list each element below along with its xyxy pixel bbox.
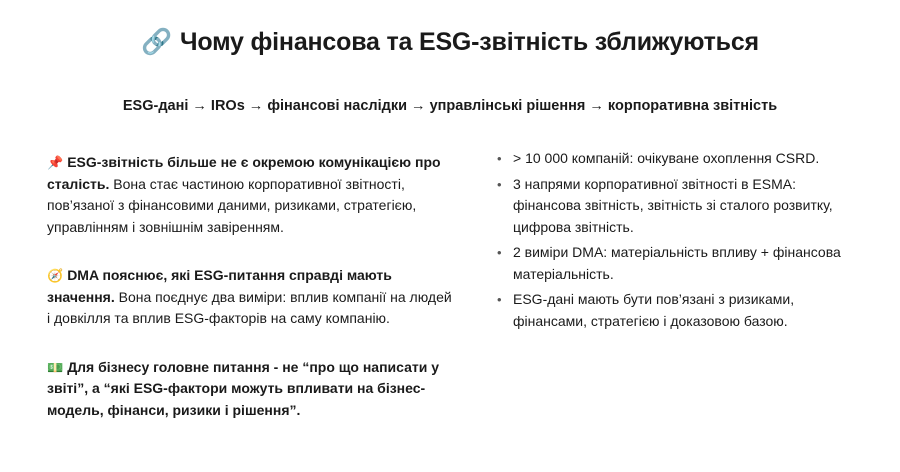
pushpin-icon: 📌 [47,155,64,170]
left-column [47,152,457,448]
list-item [497,289,867,332]
bullet-icon: • [497,151,502,166]
facts-list [497,148,867,336]
paragraph-bold: Для бізнесу головне питання - не “про що написати у звіті”, а “які ESG-фактори можуть впливати на бізнес-модель, фінанси, ризики і рішення”. [47,358,440,418]
bullet-icon: • [497,245,502,260]
compass-icon: 🧭 [47,268,64,283]
paragraph-bold: ESG-звітність більше не є окремою комунікацією про сталість. [47,154,441,192]
list-item-text: 2 виміри DMA: матеріальність впливу + фінансова матеріальність. [513,244,841,282]
list-item [497,174,867,239]
list-item [497,148,867,170]
paragraph-dma [47,265,457,330]
list-item [497,242,867,285]
page-title [0,28,900,57]
paragraph-business-question [47,357,457,422]
link-icon: 🔗 [141,28,172,56]
bullet-icon: • [497,176,502,192]
list-item-text: > 10 000 компаній: очікуване охоплення CSRD. [513,150,820,166]
process-flow: ESG-дані → IROs → фінансові наслідки → управлінські рішення → корпоративна звітність [122,98,778,114]
money-icon: 💵 [47,359,64,375]
paragraph-esg-reporting [47,152,457,238]
paragraph-text: Вона стає частиною корпоративної звітності, пов’язаної з фінансовими даними, ризиками, стратегією, управлінням і зовнішнім завіренням. [47,175,417,235]
page-title-text: Чому фінансова та ESG-звітність зближуються [179,28,759,56]
list-item-text: 3 напрями корпоративної звітності в ESMA: фінансова звітність, звітність зі сталого розвитку, цифрова звітність. [513,175,833,235]
paragraph-text: Вона поєднує два виміри: вплив компанії на людей і довкілля та вплив ESG-факторів на саму компанію. [47,288,452,326]
paragraph-bold: DMA пояснює, які ESG-питання справді мають значення. [47,267,392,305]
bullet-icon: • [497,292,502,307]
list-item-text: ESG-дані мають бути пов’язані з ризиками, фінансами, стратегією і доказовою базою. [513,291,795,329]
